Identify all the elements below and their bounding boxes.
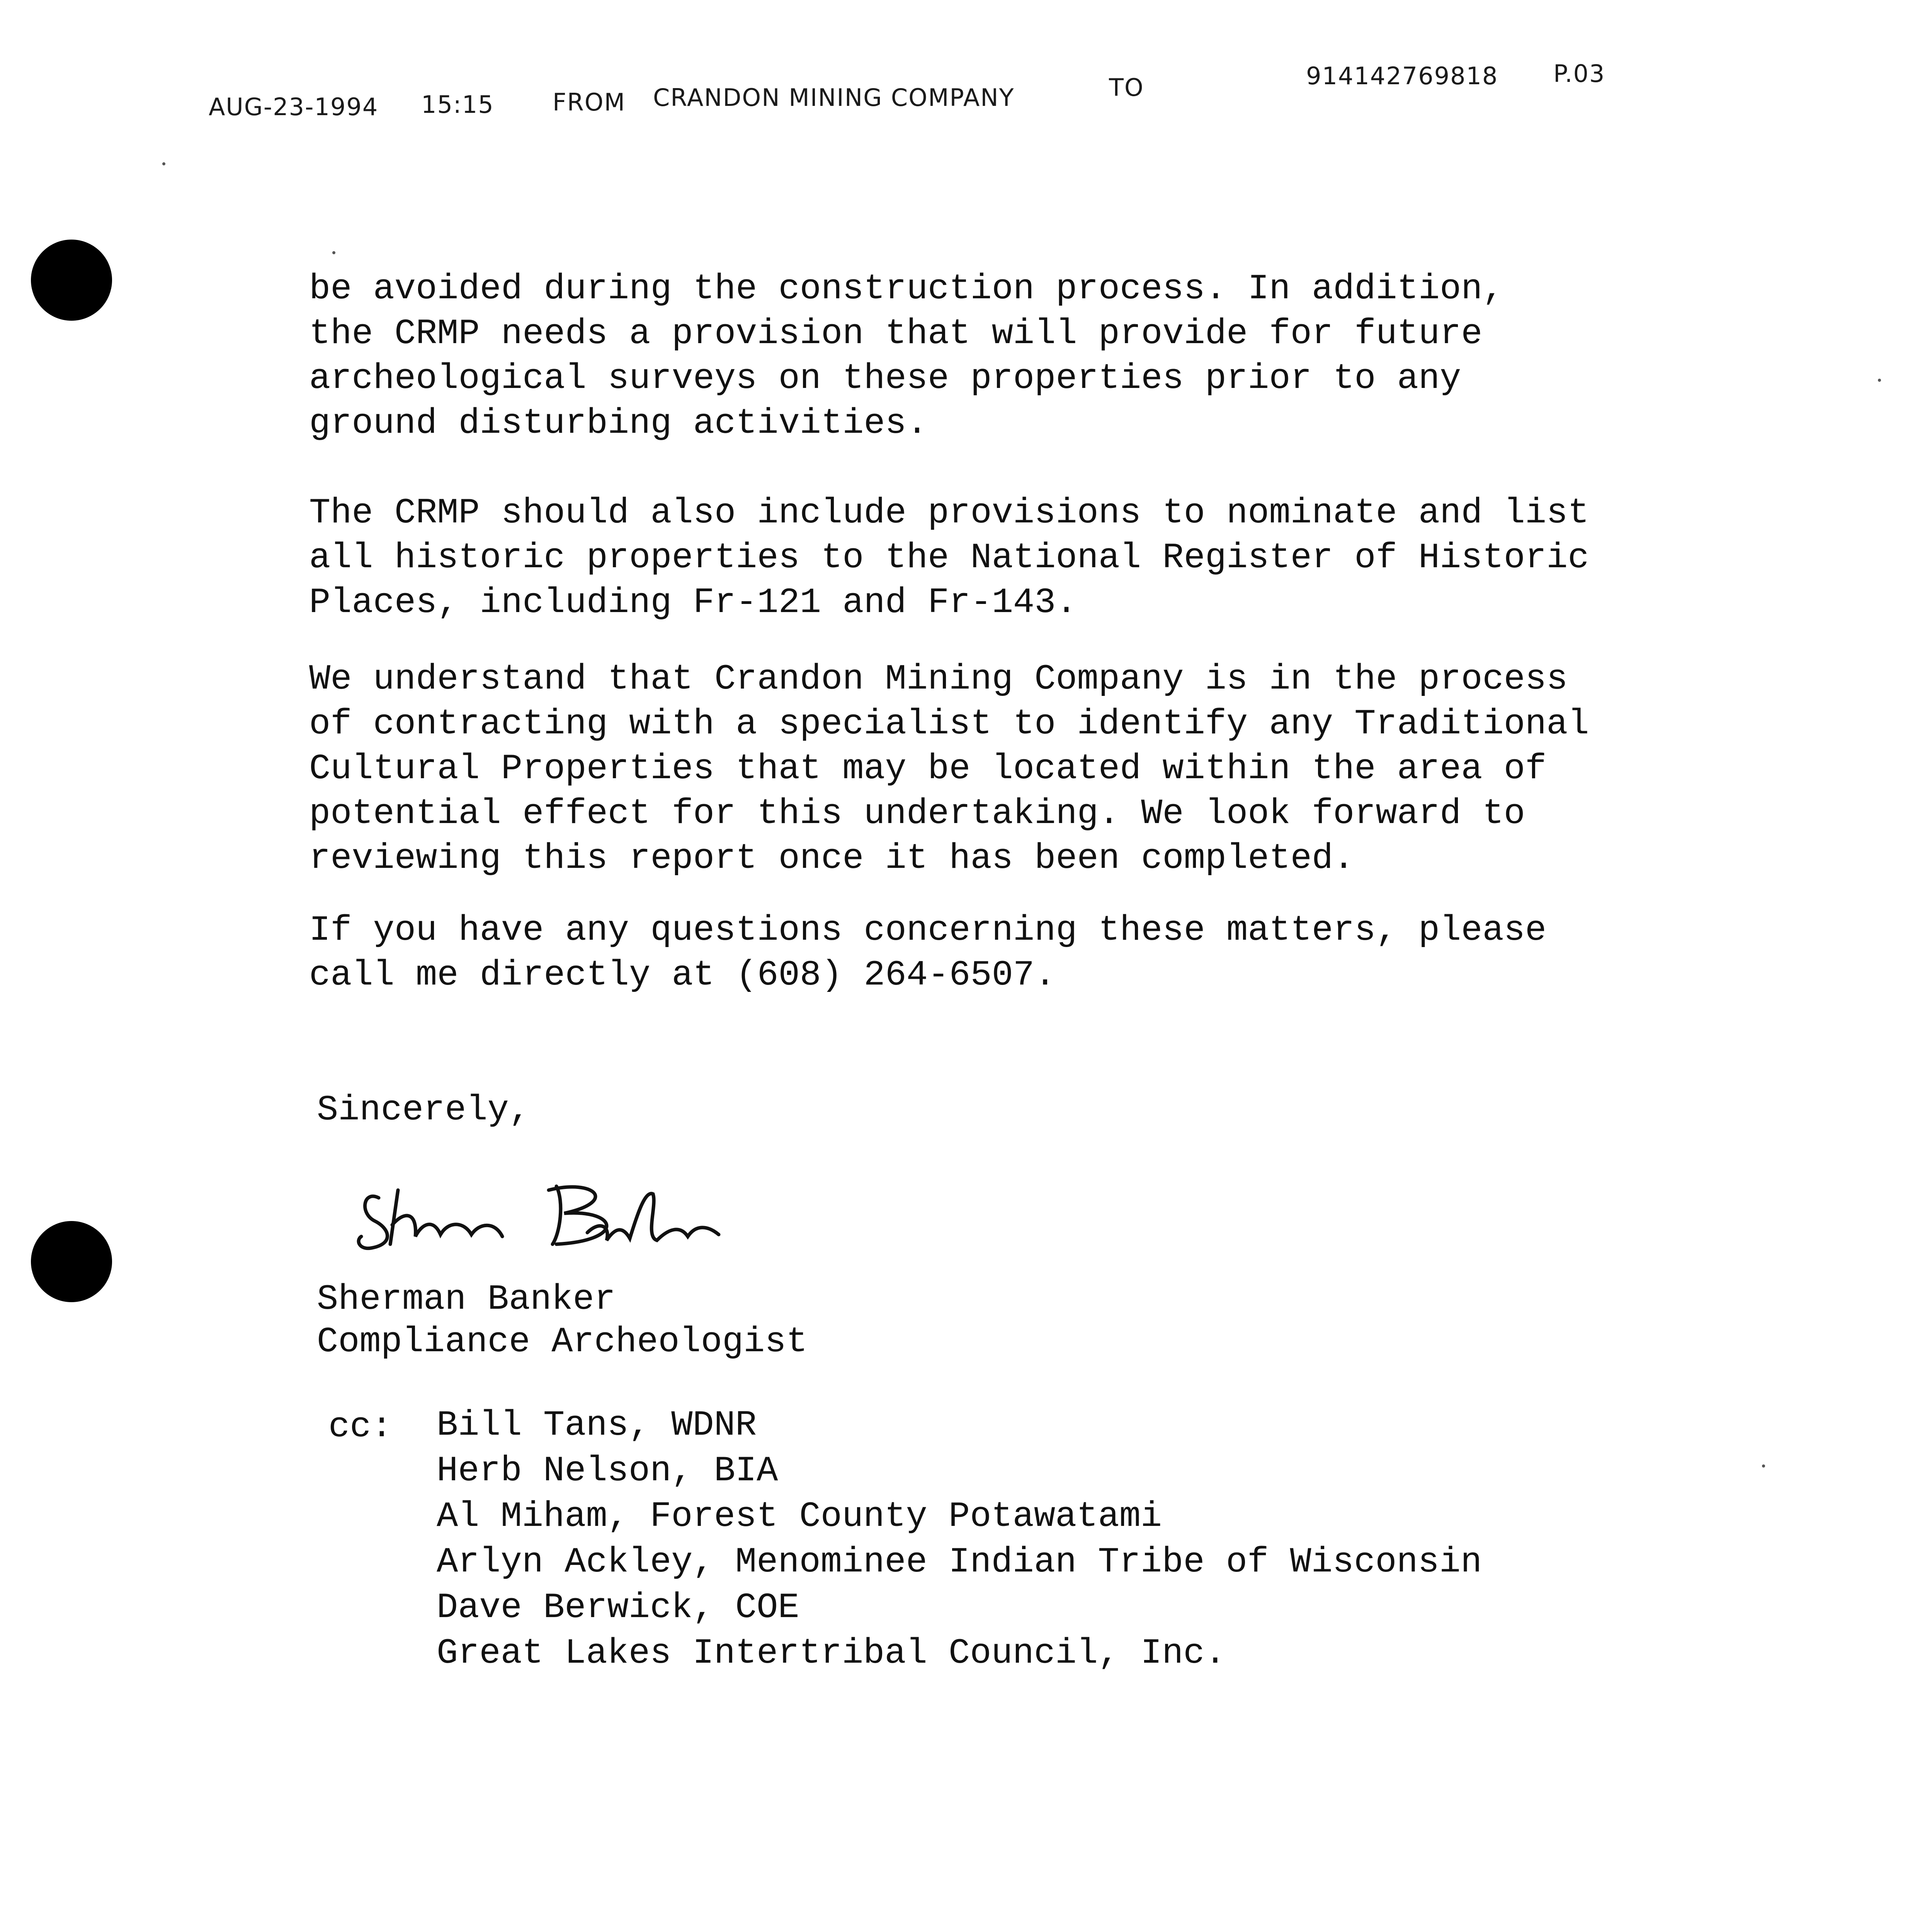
paragraph-1: be avoided during the construction process. In addition, the CRMP needs a provision that will provide for future archeological surveys on these properties prior to any ground disturbing activities. [309, 269, 1504, 444]
paragraph-3: We understand that Crandon Mining Company is in the process of contracting with a specialist to identify any Traditional Cultural Properties that may be located within the area of potential effect for this undertaking. We look forward to reviewing this report once it has been completed. [309, 659, 1589, 879]
cc-recipient: Arlyn Ackley, Menominee Indian Tribe of Wisconsin [437, 1542, 1482, 1582]
cc-recipient: Al Miham, Forest County Potawatami [437, 1496, 1162, 1537]
fax-to-label: TO [1109, 73, 1144, 102]
scan-speck [1762, 1464, 1765, 1468]
scan-speck [1878, 379, 1881, 382]
scan-speck [332, 251, 335, 254]
fax-date: AUG-23-1994 [209, 93, 379, 121]
cc-recipient: Great Lakes Intertribal Council, Inc. [437, 1633, 1226, 1673]
paragraph-4: If you have any questions concerning these matters, please call me directly at (608) 264-6507. [309, 910, 1547, 995]
fax-page: P.03 [1553, 60, 1605, 88]
cc-list [437, 1403, 1482, 1676]
binder-hole-middle [31, 1221, 112, 1302]
signer-title: Compliance Archeologist [317, 1321, 808, 1362]
signer-name: Sherman Banker [317, 1279, 616, 1320]
scan-speck [162, 162, 165, 165]
fax-from: CRANDON MINING COMPANY [653, 83, 1015, 112]
cc-label: cc: [328, 1406, 393, 1447]
paragraph-2: The CRMP should also include provisions to nominate and list all historic properties to the National Register of Historic Places, including Fr-121 and Fr-143. [309, 493, 1589, 623]
fax-time: 15:15 [421, 90, 494, 119]
signature [348, 1167, 734, 1260]
fax-from-label: FROM [553, 88, 626, 116]
fax-number: 914142769818 [1306, 62, 1498, 90]
closing: Sincerely, [317, 1090, 531, 1130]
binder-hole-top [31, 240, 112, 321]
cc-recipient: Herb Nelson, BIA [437, 1451, 778, 1491]
fax-header [0, 50, 1932, 121]
cc-recipient: Dave Berwick, COE [437, 1587, 799, 1628]
cc-recipient: Bill Tans, WDNR [437, 1405, 757, 1446]
